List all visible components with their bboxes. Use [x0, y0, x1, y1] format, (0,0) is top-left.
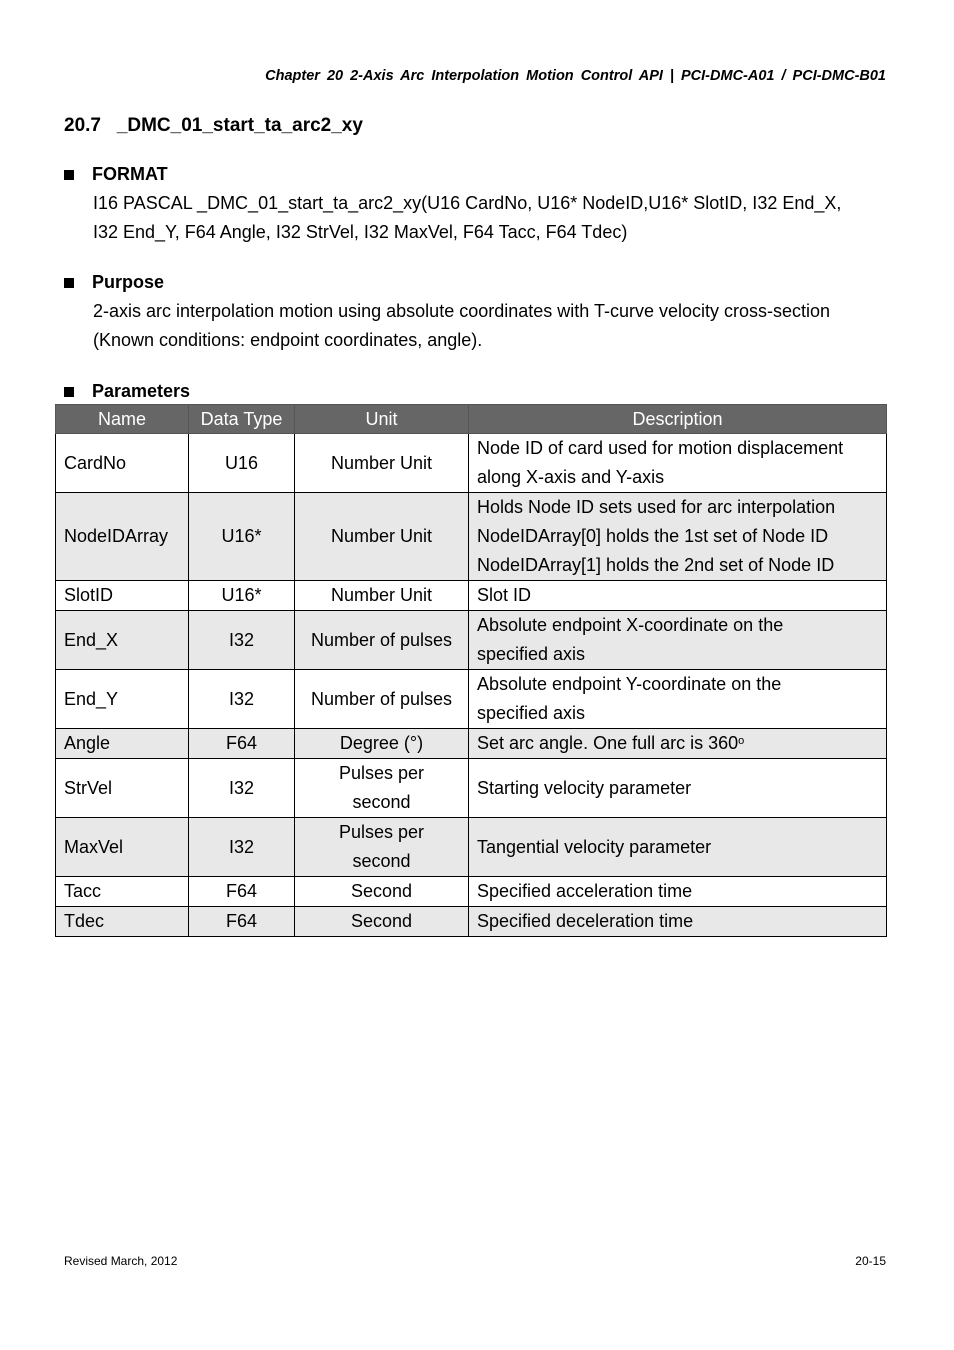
description-text: NodeIDArray[0] holds the 1st set of Node ID	[477, 526, 829, 546]
description-text: Absolute endpoint Y-coordinate on the	[477, 674, 782, 694]
cell-data-type: U16*	[189, 581, 295, 611]
unit-line: Number of pulses	[310, 688, 453, 709]
table-row	[56, 611, 887, 670]
description-text: Set arc angle. One full arc is 360	[477, 733, 739, 753]
description-line	[477, 774, 878, 803]
cell-unit	[295, 493, 469, 581]
cell-data-type: F64	[189, 729, 295, 759]
cell-unit	[295, 759, 469, 818]
cell-description	[469, 907, 887, 937]
description-text: along X-axis and Y-axis	[477, 467, 665, 487]
cell-data-type: U16*	[189, 493, 295, 581]
cell-description	[469, 877, 887, 907]
description-line	[477, 729, 878, 758]
footer-page-number: 20-15	[855, 1254, 886, 1268]
table-row	[56, 877, 887, 907]
cell-unit	[295, 877, 469, 907]
format-line: I32 End_Y, F64 Angle, I32 StrVel, I32 MaxVel, F64 Tacc, F64 Tdec)	[93, 222, 628, 242]
description-line	[477, 581, 878, 610]
unit-line: Number Unit	[330, 526, 433, 546]
cell-name: StrVel	[56, 759, 189, 818]
degree-superscript: o	[738, 735, 745, 747]
description-line	[477, 493, 878, 522]
square-bullet-icon	[64, 170, 74, 180]
cell-data-type: F64	[189, 907, 295, 937]
purpose-line: 2-axis arc interpolation motion using absolute coordinates with T-curve velocity cross-section	[93, 301, 831, 321]
cell-description	[469, 670, 887, 729]
table-row	[56, 493, 887, 581]
cell-data-type: F64	[189, 877, 295, 907]
section-title: 20.7 _DMC_01_start_ta_arc2_xy	[64, 115, 363, 136]
description-text: Slot ID	[477, 585, 532, 605]
cell-name: Tacc	[56, 877, 189, 907]
cell-name: MaxVel	[56, 818, 189, 877]
description-line	[477, 833, 878, 862]
table-row	[56, 818, 887, 877]
unit-line: Number Unit	[330, 585, 433, 605]
cell-description	[469, 729, 887, 759]
table-row	[56, 759, 887, 818]
cell-name: SlotID	[56, 581, 189, 611]
description-text: Absolute endpoint X-coordinate on the	[477, 615, 784, 635]
square-bullet-icon	[64, 387, 74, 397]
purpose-line: (Known conditions: endpoint coordinates, angle).	[93, 330, 483, 350]
unit-line: Number of pulses	[310, 629, 453, 650]
cell-name: End_Y	[56, 670, 189, 729]
description-text: Starting velocity parameter	[477, 777, 692, 798]
unit-line: Pulses per	[338, 822, 425, 842]
unit-line: Second	[350, 911, 413, 931]
format-heading	[64, 164, 168, 185]
description-line	[477, 551, 878, 580]
table-row	[56, 434, 887, 493]
parameters-table	[55, 404, 887, 937]
cell-data-type: U16	[189, 434, 295, 493]
unit-line: Number Unit	[330, 452, 433, 473]
column-header-data-type: Data Type	[189, 405, 295, 434]
description-text: Tangential velocity parameter	[477, 836, 712, 857]
cell-data-type: I32	[189, 670, 295, 729]
purpose-heading-label: Purpose	[92, 272, 165, 292]
cell-description	[469, 818, 887, 877]
cell-unit	[295, 729, 469, 759]
description-text: Holds Node ID sets used for arc interpolation	[477, 497, 836, 517]
format-heading-label: FORMAT	[92, 164, 168, 184]
square-bullet-icon	[64, 278, 74, 288]
description-line	[477, 640, 878, 669]
cell-description	[469, 493, 887, 581]
format-line: I16 PASCAL _DMC_01_start_ta_arc2_xy(U16 CardNo, U16* NodeID,U16* SlotID, I32 End_X,	[93, 193, 842, 213]
unit-line: Second	[350, 881, 413, 901]
purpose-heading	[64, 272, 164, 293]
purpose-body	[93, 297, 913, 355]
cell-description	[469, 581, 887, 611]
cell-unit	[295, 670, 469, 729]
unit-line: second	[352, 851, 411, 871]
description-text: specified axis	[477, 703, 586, 723]
unit-line: Pulses per	[338, 763, 425, 783]
table-row	[56, 907, 887, 937]
cell-description	[469, 759, 887, 818]
column-header-unit: Unit	[295, 405, 469, 434]
description-text: NodeIDArray[1] holds the 2nd set of Node ID	[477, 555, 835, 575]
description-line	[477, 907, 878, 936]
cell-unit	[295, 818, 469, 877]
cell-unit	[295, 611, 469, 670]
column-header-description: Description	[469, 405, 887, 434]
parameters-table-body	[56, 434, 887, 937]
cell-name: Angle	[56, 729, 189, 759]
description-line	[477, 699, 878, 728]
unit-line: second	[352, 792, 411, 812]
cell-data-type: I32	[189, 818, 295, 877]
cell-data-type: I32	[189, 759, 295, 818]
footer-revision: Revised March, 2012	[64, 1254, 178, 1268]
cell-description	[469, 434, 887, 493]
description-line	[477, 611, 878, 640]
table-row	[56, 729, 887, 759]
parameters-heading	[64, 381, 190, 402]
description-line	[477, 877, 878, 906]
description-line	[477, 522, 878, 551]
description-line	[477, 670, 878, 699]
cell-unit	[295, 434, 469, 493]
cell-description	[469, 611, 887, 670]
description-text: Node ID of card used for motion displacement	[477, 438, 844, 458]
cell-name: CardNo	[56, 434, 189, 493]
format-body	[93, 189, 913, 247]
cell-unit	[295, 581, 469, 611]
cell-data-type: I32	[189, 611, 295, 670]
description-text: Specified acceleration time	[477, 881, 693, 901]
description-text: specified axis	[477, 644, 586, 664]
cell-name: End_X	[56, 611, 189, 670]
column-header-name: Name	[56, 405, 189, 434]
cell-name: Tdec	[56, 907, 189, 937]
table-row	[56, 670, 887, 729]
unit-line: Degree (°)	[339, 733, 424, 753]
cell-name: NodeIDArray	[56, 493, 189, 581]
table-row	[56, 581, 887, 611]
table-header-row	[56, 405, 887, 434]
parameters-heading-label: Parameters	[92, 381, 191, 401]
description-text: Specified deceleration time	[477, 911, 694, 931]
description-line	[477, 434, 878, 463]
description-line	[477, 463, 878, 492]
cell-unit	[295, 907, 469, 937]
running-header: Chapter 20 2-Axis Arc Interpolation Motion Control API | PCI-DMC-A01 / PCI-DMC-B01	[265, 68, 886, 84]
